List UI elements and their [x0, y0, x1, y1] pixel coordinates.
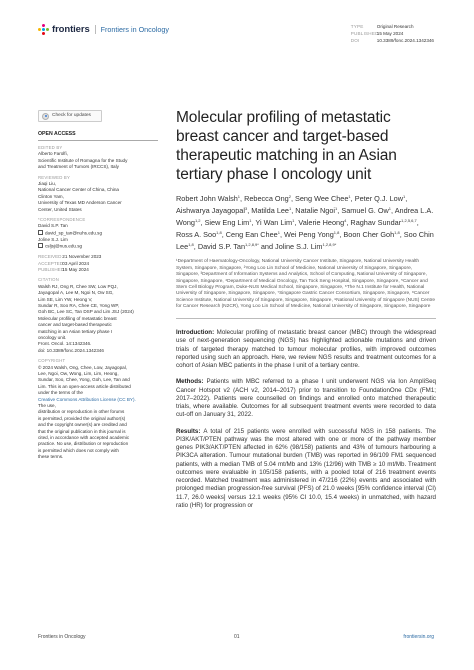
author-name: Boon Cher Goh [343, 230, 395, 240]
reviewer-line: National Cancer Center of China, China [38, 187, 119, 193]
author-affiliation-marker: 1 [348, 194, 351, 199]
author-name: Wei Peng Yong [284, 230, 334, 240]
check-updates-icon [42, 113, 49, 120]
author-name: Robert John Walsh [176, 194, 238, 203]
doi-label: DOI [350, 37, 360, 43]
author-affiliation-marker: 4 [344, 218, 347, 224]
type-value: Original Research [376, 24, 414, 29]
author-affiliation-marker: 1 [277, 230, 280, 236]
journal-name [101, 25, 169, 34]
page-number: 01 [234, 634, 240, 640]
author-name: Samuel G. Ow [341, 206, 389, 216]
author-name: Aishwarya Jayagopal [176, 206, 245, 216]
author-affiliation-marker: 1,2 [194, 218, 201, 224]
copyright-line: is permitted which does not comply with [38, 447, 119, 453]
author-name: Raghav Sundar [350, 218, 402, 228]
introduction-text: Molecular profiling of metastatic breast cancer (MBC) through the widespread use of next-generation sequencing (NGS) has highlighted actionable mutations and driven trials of targeted therapy matched to tumour molecular profiles, with improved outcomes reported using such an approach. Here, we review NGS results and treatment outcomes for a cohort of Asian MBC patients in the phase I unit of a tertiary centre. [176, 329, 436, 370]
results-text: A total of 215 patients were enrolled with successful NGS in 158 patients. The PI3K/AKT/PTEN pathway was the most altered with one or more of the pathway member genes PIK3/AKT/PTEN affected in 62% (98/158) patients and 43% of tumours harbouring a PIK3CA alteration. Tumour mutational burden (TMB) was reported in 96/109 FM1 sequenced patients, with a median TMB of 5.04 mt/Mb and 13% (12/96) with TMB ≥ 10 mt/Mb. Treatment outcomes were evaluable in 105/158 patients, with a pooled total of 216 treatment events recorded. Matched treatment was administered in 47/216 (22%) events and associated with prolonged median progression-free survival (PFS) of 21.0 weeks [95% confidence interval (CI) 11.7, 26.0 weeks] versus 12.1 weeks (95% CI 10.0, 15.4 weeks) in unmatched, with hazard ratio (HR) for progression or [176, 427, 436, 509]
copyright-line: under the terms of the [38, 390, 83, 396]
copyright-line: that the original publication in this journal is [38, 428, 126, 434]
abstract-methods [176, 378, 436, 419]
editor-line: Scientific Institute of Romagna for the Study [38, 157, 128, 163]
edited-by-label: EDITED BY [38, 145, 63, 150]
page-footer [38, 634, 434, 642]
correspondence-email[interactable]: csljsj@nus.edu.sg [45, 243, 83, 249]
reviewer-line: Jiaqi Liu, [38, 181, 57, 187]
citation-line: Jayagopal A, Lee M, Ngoi N, Ow SG, [38, 290, 114, 296]
author-name: Soo Chin Lee [176, 230, 434, 252]
article-main [176, 108, 436, 518]
correspondence-name: Joline S.J. Lim [38, 236, 68, 242]
author-affiliation-marker: 1,2,8,9* [322, 242, 337, 248]
citation-line: Sundar R, Soo RA, Chee CE, Yong WP, [38, 302, 120, 308]
copyright-line: The use, [38, 403, 56, 409]
author-name: David S.P. Tan [197, 242, 246, 252]
author-affiliation-marker: 1 [237, 194, 241, 199]
author-name: Yi Wan Lim [255, 218, 293, 228]
author-affiliation-marker: 1,8 [333, 230, 340, 236]
author-name: Andrea L.A. Wong [176, 206, 434, 228]
open-access-label: OPEN ACCESS [38, 131, 76, 137]
journal-title: Oncology [138, 25, 169, 34]
author-name: Siew Eng Lim [204, 218, 250, 228]
sidebar [38, 110, 158, 461]
correspondence-label: *CORRESPONDENCE [38, 217, 86, 223]
methods-label: Methods: [176, 378, 204, 386]
author-name: Rebecca Ong [244, 194, 289, 203]
copyright-label: COPYRIGHT [38, 358, 66, 364]
frontiers-logo-icon [38, 24, 49, 35]
results-label: Results: [176, 427, 201, 435]
copyright-line: distribution or reproduction in other forums [38, 409, 125, 415]
editor-line: Alberto Farolfi, [38, 151, 68, 157]
author-affiliation-marker: 2 [288, 194, 291, 199]
author-affiliation-marker: 1 [402, 194, 406, 199]
check-updates-button[interactable] [38, 110, 102, 122]
check-updates-label: Check for updates [52, 112, 91, 118]
author-name: Seng Wee Chee [295, 194, 349, 203]
citation-line: cancer and target-based therapeutic [38, 322, 112, 328]
citation-label: CITATION [38, 277, 60, 283]
author-affiliation-marker: 1,2,5,6,7 [401, 218, 417, 224]
footer-site-link[interactable]: frontiersin.org [403, 634, 434, 640]
copyright-line: cited, in accordance with accepted academic [38, 435, 130, 441]
author-name: Peter Q.J. Low [354, 194, 403, 203]
journal-logo[interactable] [38, 24, 169, 35]
footer-journal: Frontiers in Oncology [38, 634, 86, 640]
author-affiliation-marker: 1 [388, 206, 392, 212]
reviewer-line: Clinton Yam, [38, 193, 64, 199]
doi-value[interactable]: 10.3389/fonc.2024.1342346 [376, 37, 434, 43]
author-affiliation-marker: 1 [335, 206, 338, 212]
author-affiliation-marker: 3 [244, 206, 248, 212]
affiliations: ¹Department of Haematology-Oncology, National University Cancer Institute, Singapore, National University Health System, Singapore, Singapore, ²Yong Loo Lin School of Medicine, National University of Singapore, Singapore, Singapore, ³Department of Information Systems and Analytics, School of Computing, National University of Singapore, Singapore, Singapore, ⁴Department of Medical Oncology, Tan Tock Seng Hospital, Singapore, Singapore, ⁵Cancer and Stem Cell Biology Program, Duke-NUS Medical School, Singapore, Singapore, ⁶The N.1 Institute for Health, National University of Singapore, Singapore, Singapore, ⁷Singapore Gastric Cancer Consortium, Singapore, Singapore, ⁸Cancer Science Institute, National University of Singapore, Singapore, Singapore, ⁹National University of Singapore (NUS) Centre for Cancer Research (N2CR), Yong Loo Lin School of Medicine, National University of Singapore, Singapore, Singapore [176, 259, 436, 319]
correspondence-name: David S.P. Tan [38, 223, 68, 229]
citation-line: Front. Oncol. 14:1342346. [38, 341, 92, 347]
published-label: PUBLISHED [350, 30, 379, 36]
reviewer-line: Center, United States [38, 206, 82, 212]
author-affiliation-marker: 1 [292, 218, 295, 224]
correspondence-email[interactable]: david_sp_tan@nuhs.edu.sg [45, 230, 103, 236]
citation-line: oncology unit. [38, 334, 67, 340]
email-icon [38, 230, 43, 235]
author-name: Joline S.J. Lim [275, 242, 323, 252]
email-icon [38, 243, 43, 248]
license-link[interactable]: Creative Commons Attribution License (CC BY). [38, 396, 136, 402]
published-date: 15 May 2024 [62, 266, 89, 272]
author-affiliation-marker: 1,8 [188, 242, 194, 248]
author-name: Valerie Heong [298, 218, 345, 228]
received-date: 21 November 2023 [62, 254, 102, 260]
copyright-line: and the copyright owner(s) are credited and [38, 422, 127, 428]
published-label: PUBLISHED [38, 266, 65, 272]
page-header [38, 24, 434, 54]
citation-line: Walsh RJ, Ong R, Chee SW, Low PQJ, [38, 283, 118, 289]
author-affiliation-marker: 1,2,8,9* [245, 242, 259, 248]
abstract [176, 329, 436, 510]
methods-text: Patients with MBC referred to a phase I unit underwent NGS via Ion AmpliSeq Cancer Hotspot v2 (ACH v2, 2014–2017) prior to transition to FoundationOne CDx (FM1; 2017–2022). Patients were counselled on findings and enrolled onto matched therapeutic trials, where available. Outcomes for all subsequent treatment events were recorded to data cut-off on January 31, 2022. [176, 378, 436, 419]
published-value: 15 May 2024 [376, 30, 404, 36]
copyright-line: Lee, Ngoi, Ow, Wong, Lim, Lim, Heong, [38, 371, 119, 376]
citation-line: doi: 10.3389/fonc.2024.1342346 [38, 347, 104, 353]
author-affiliation-marker: 1 [289, 206, 292, 212]
accepted-label: ACCEPTED [38, 260, 64, 266]
divider [38, 140, 158, 141]
reviewed-by-label: REVIEWED BY [38, 174, 71, 180]
introduction-label: Introduction: [176, 329, 215, 337]
author-affiliation-marker: 1 [249, 218, 252, 224]
author-name: Ceng Ean Chee [225, 230, 278, 240]
reviewer-line: University of Texas MD Anderson Cancer [38, 200, 122, 206]
author-affiliation-marker: 1,8 [216, 230, 222, 236]
received-label: RECEIVED [38, 254, 62, 260]
type-label: TYPE [350, 24, 364, 29]
author-list: Robert John Walsh$^1$, Rebecca Ong$^2$, Seng Wee Chee$^1$, Peter Q.J. Low$^1$, Aishwarya Jayagopal$^3$, Matilda Lee$^1$, Natalie Ngoi$^1$, Samuel G. Ow$^1$, Andrea L.A. Wong$^{1,2}$, Siew Eng Lim$^1$, Yi Wan Lim$^1$, Valerie Heong$^4$, Raghav Sundar$^{1,2,5,6,7}$, Ross A. Soo$^{1,8}$, Ceng Ean Chee$^1$, Wei Peng Yong$^{1,8}$, Boon Cher Goh$^{1,8}$, Soo Chin Lee$^{1,8}$, David S.P. Tan$^{1,2,8,9*}$ and Joline S.J. Lim$^{1,2,8,9*}$ [176, 194, 434, 252]
copyright-line: Lim. This is an open-access article distributed [38, 383, 131, 389]
logo-text: frontiers [52, 24, 90, 35]
citation-line: Molecular profiling of metastatic breast [38, 315, 117, 321]
citation-line: Lim SE, Lim YW, Heong V, [38, 296, 93, 302]
copyright-line: Sundar, Soo, Chee, Yong, Goh, Lee, Tan and [38, 377, 130, 383]
copyright-line: © 2024 Walsh, Ong, Chee, Low, Jayagopal, [38, 364, 128, 370]
citation-line: Goh BC, Lee SC, Tan DSP and Lim JSJ (2024) [38, 309, 134, 315]
author-name: Natalie Ngoi [295, 206, 336, 216]
abstract-results [176, 428, 436, 511]
author-affiliation-marker: 1,8 [394, 230, 400, 236]
copyright-line: these terms. [38, 454, 64, 460]
logo-divider [95, 25, 96, 34]
journal-prefix: Frontiers in [100, 25, 137, 34]
copyright-line: practice. No use, distribution or reproduction [38, 441, 129, 447]
author-name: Ross A. Soo [176, 230, 217, 240]
accepted-date: 03 April 2024 [62, 260, 90, 266]
copyright-line: is permitted, provided the original author(s) [38, 415, 126, 421]
article-meta [351, 24, 434, 44]
article-title: Molecular profiling of metastatic breast cancer and target-based therapeutic matching in an Asian tertiary phase I oncology unit [176, 109, 397, 183]
author-name: Matilda Lee [251, 206, 289, 216]
editor-line: and Treatment of Tumors (IRCCS), Italy [38, 164, 119, 170]
citation-line: matching in an Asian tertiary phase I [38, 328, 113, 334]
abstract-introduction [176, 329, 436, 370]
